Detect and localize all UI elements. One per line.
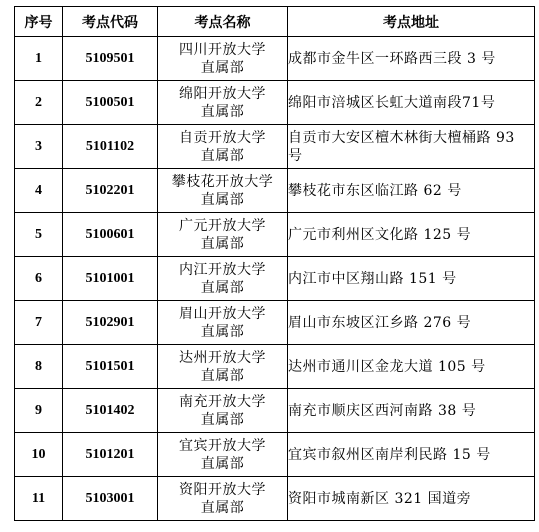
site-name-line2: 直属部: [200, 147, 245, 164]
row-number: 2: [15, 81, 63, 125]
site-address: 自贡市大安区檀木林街大檀桶路 93 号: [288, 125, 535, 169]
site-code: 5101102: [63, 125, 158, 169]
site-name-line1: 宜宾开放大学: [179, 437, 266, 454]
site-code: 5100601: [63, 213, 158, 257]
site-name-line2: 直属部: [200, 499, 245, 516]
header-site-name: 考点名称: [158, 7, 288, 37]
site-name-line2: 直属部: [200, 103, 245, 120]
site-address: 攀枝花市东区临江路 62 号: [288, 169, 535, 213]
site-name-line1: 达州开放大学: [179, 349, 266, 366]
table-row: [15, 125, 535, 169]
table-row: [15, 433, 535, 477]
exam-site-table: [14, 6, 535, 521]
site-name: [158, 125, 288, 169]
table-header-row: [15, 7, 535, 37]
row-number: 3: [15, 125, 63, 169]
site-code: 5102901: [63, 301, 158, 345]
site-name: [158, 433, 288, 477]
site-name: [158, 389, 288, 433]
header-site-code: 考点代码: [63, 7, 158, 37]
site-code: 5101501: [63, 345, 158, 389]
site-name: [158, 301, 288, 345]
site-name-line1: 资阳开放大学: [179, 481, 266, 498]
site-code: 5103001: [63, 477, 158, 521]
site-name-line1: 广元开放大学: [179, 217, 266, 234]
row-number: 6: [15, 257, 63, 301]
row-number: 4: [15, 169, 63, 213]
table-row: [15, 345, 535, 389]
table-row: [15, 301, 535, 345]
site-address: 达州市通川区金龙大道 105 号: [288, 345, 535, 389]
site-code: 5101201: [63, 433, 158, 477]
row-number: 9: [15, 389, 63, 433]
site-name-line1: 四川开放大学: [179, 41, 266, 58]
site-name-line1: 眉山开放大学: [179, 305, 266, 322]
row-number: 10: [15, 433, 63, 477]
site-name-line1: 自贡开放大学: [179, 129, 266, 146]
site-name: [158, 257, 288, 301]
site-name-line2: 直属部: [200, 59, 245, 76]
site-name: [158, 169, 288, 213]
site-code: 5100501: [63, 81, 158, 125]
row-number: 7: [15, 301, 63, 345]
site-code: 5109501: [63, 37, 158, 81]
site-code: 5101001: [63, 257, 158, 301]
site-address: 绵阳市涪城区长虹大道南段71号: [288, 81, 535, 125]
site-address: 广元市利州区文化路 125 号: [288, 213, 535, 257]
table-row: [15, 477, 535, 521]
site-address: 内江市中区翔山路 151 号: [288, 257, 535, 301]
table-row: [15, 169, 535, 213]
site-name-line2: 直属部: [200, 191, 245, 208]
row-number: 11: [15, 477, 63, 521]
site-address: 宜宾市叙州区南岸利民路 15 号: [288, 433, 535, 477]
site-name-line2: 直属部: [200, 411, 245, 428]
header-site-address: 考点地址: [288, 7, 535, 37]
site-code: 5102201: [63, 169, 158, 213]
site-name-line1: 南充开放大学: [179, 393, 266, 410]
site-name-line2: 直属部: [200, 367, 245, 384]
row-number: 1: [15, 37, 63, 81]
table-row: [15, 37, 535, 81]
site-name: [158, 345, 288, 389]
site-address: 眉山市东坡区江乡路 276 号: [288, 301, 535, 345]
site-address: 成都市金牛区一环路西三段 3 号: [288, 37, 535, 81]
table-row: [15, 389, 535, 433]
site-name-line1: 攀枝花开放大学: [171, 173, 274, 190]
row-number: 5: [15, 213, 63, 257]
row-number: 8: [15, 345, 63, 389]
site-name: [158, 81, 288, 125]
site-name-line2: 直属部: [200, 235, 245, 252]
table-row: [15, 213, 535, 257]
site-code: 5101402: [63, 389, 158, 433]
site-name-line1: 绵阳开放大学: [179, 85, 266, 102]
header-serial-number: 序号: [15, 7, 63, 37]
site-address: 资阳市城南新区 321 国道旁: [288, 477, 535, 521]
site-name-line2: 直属部: [200, 279, 245, 296]
site-name: [158, 477, 288, 521]
table-row: [15, 81, 535, 125]
table-row: [15, 257, 535, 301]
site-address: 南充市顺庆区西河南路 38 号: [288, 389, 535, 433]
site-name: [158, 37, 288, 81]
site-name: [158, 213, 288, 257]
site-name-line2: 直属部: [200, 455, 245, 472]
site-name-line2: 直属部: [200, 323, 245, 340]
site-name-line1: 内江开放大学: [179, 261, 266, 278]
